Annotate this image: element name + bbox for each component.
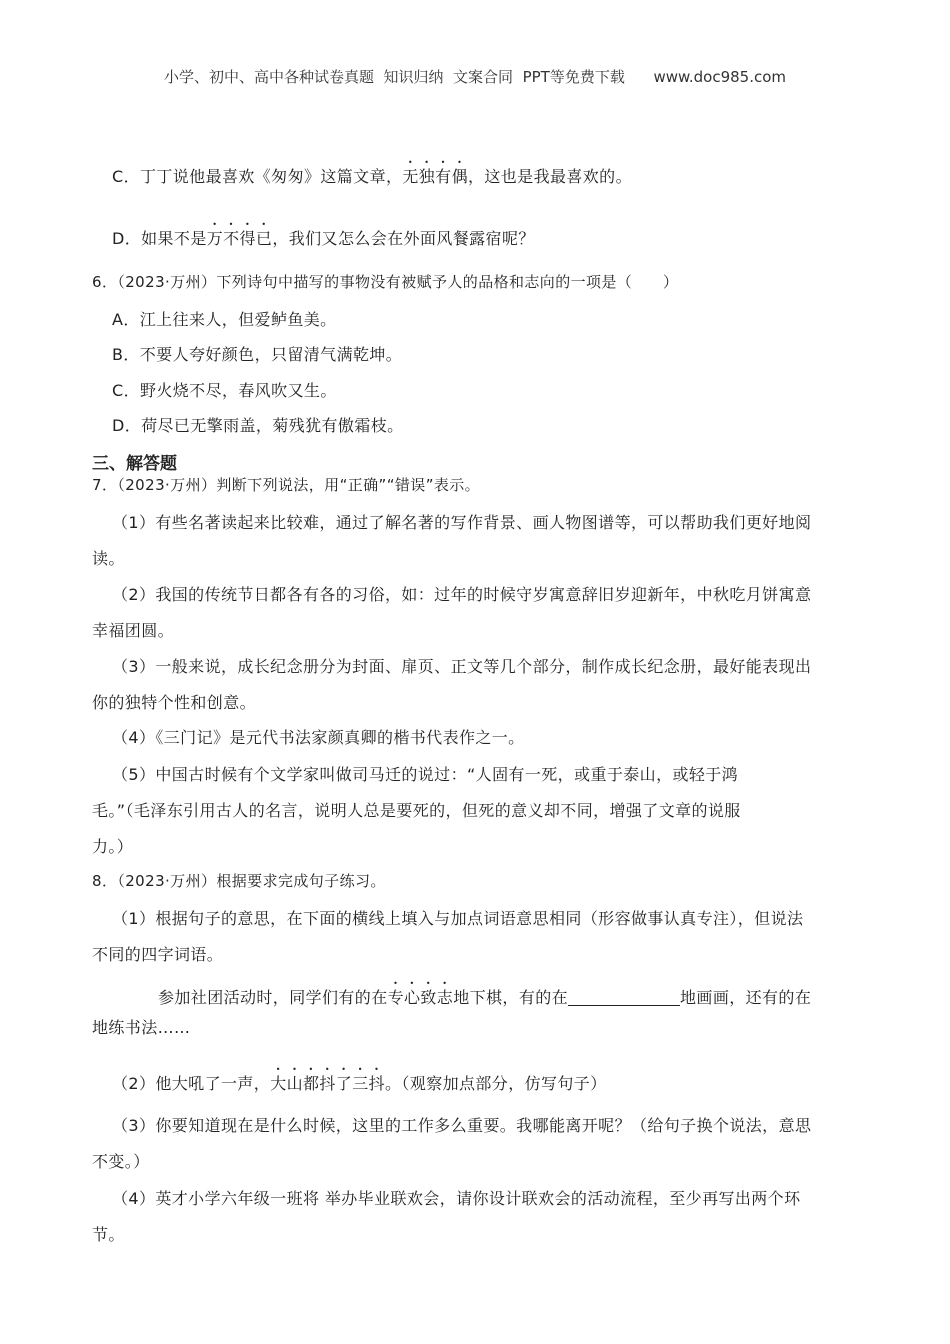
q7-item-5-cont: 毛。”（毛泽东引用古人的名言，说明人总是要死的，但死的意义却不同，增强了文章的说服 (92, 801, 741, 820)
q6-option-b: B．不要人夸好颜色，只留清气满乾坤。 (112, 345, 403, 364)
q8-item-3: （3）你要知道现在是什么时候，这里的工作多么重要。我哪能离开呢？（给句子换个说法，意思 (112, 1116, 812, 1135)
q6-option-d: D．荷尽已无擎雨盖，菊残犹有傲霜枝。 (112, 416, 404, 435)
q7-item-3: （3）一般来说，成长纪念册分为封面、扉页、正文等几个部分，制作成长纪念册，最好能表现出 (112, 657, 812, 676)
q8-item-1: （1）根据句子的意思，在下面的横线上填入与加点词语意思相同（形容做事认真专注），但说法 (112, 909, 804, 928)
q8-sentence (158, 979, 811, 1008)
q5-option-c-dotted: 无独有偶 (402, 167, 468, 186)
q5-option-d-text: D．如果不是 (112, 229, 207, 248)
q8-item-4-cont: 节。 (92, 1225, 125, 1244)
q8-item-2 (112, 1065, 607, 1094)
q7-item-4: （4）《三门记》是元代书法家颜真卿的楷书代表作之一。 (112, 728, 525, 747)
q5-option-d-text-end: ，我们又怎么会在外面风餐露宿呢？ (272, 229, 535, 248)
q8-sentence-cont: 地练书法…… (92, 1018, 191, 1037)
q5-option-d-dotted: 万不得已 (206, 229, 273, 248)
q8-sentence-after: 地画画，还有的在 (680, 988, 812, 1007)
q8-item-4: （4）英才小学六年级一班将 举办毕业联欢会，请你设计联欢会的活动流程，至少再写出两个环 (112, 1189, 801, 1208)
q8-stem: 8．（2023·万州）根据要求完成句子练习。 (92, 872, 386, 890)
q7-item-3-cont: 你的独特个性和创意。 (92, 693, 257, 712)
page-header: 小学、初中、高中各种试卷真题 知识归纳 文案合同 PPT等免费下载 www.doc985.com (163, 68, 787, 86)
q7-item-1: （1）有些名著读起来比较难，通过了解名著的写作背景、画人物图谱等，可以帮助我们更好地阅 (112, 513, 812, 532)
q8-item-2-end: 。（观察加点部分，仿写句子） (385, 1074, 607, 1093)
q6-option-c: C．野火烧不尽，春风吹又生。 (112, 381, 337, 400)
q7-item-1-cont: 读。 (92, 549, 125, 568)
q8-sentence-dotted: 专心致志 (387, 988, 454, 1007)
q8-item-1-cont: 不同的四字词语。 (92, 945, 224, 964)
q6-stem: 6．（2023·万州）下列诗句中描写的事物没有被赋予人的品格和志向的一项是（ ） (92, 273, 679, 291)
q7-item-5: （5）中国古时候有个文学家叫做司马迁的说过：“人固有一死，或重于泰山，或轻于鸿 (112, 765, 739, 784)
answer-blank[interactable] (568, 989, 680, 1006)
q7-stem: 7．（2023·万州）判断下列说法，用“正确”“错误”表示。 (92, 476, 481, 494)
q7-item-5-end: 力。） (92, 837, 134, 856)
q5-option-c-text: C．丁丁说他最喜欢《匆匆》这篇文章， (112, 167, 403, 186)
q8-item-2-start: （2）他大吼了一声， (112, 1074, 271, 1093)
q5-option-c-text-end: ，这也是我最喜欢的。 (467, 167, 632, 186)
q8-sentence-start: 参加社团活动时，同学们有的在 (158, 988, 388, 1007)
section-title: 三、解答题 (92, 454, 177, 474)
q7-item-2: （2）我国的传统节日都各有各的习俗，如：过年的时候守岁寓意辞旧岁迎新年，中秋吃月饼寓意 (112, 585, 812, 604)
q8-item-3-cont: 不变。） (92, 1152, 150, 1171)
q5-option-c (112, 158, 632, 187)
q5-option-d (112, 220, 535, 249)
q6-option-a: A．江上往来人，但爱鲈鱼美。 (112, 310, 337, 329)
q7-item-2-cont: 幸福团圆。 (92, 621, 175, 640)
q8-item-2-dotted: 大山都抖了三抖 (270, 1074, 385, 1093)
q8-sentence-mid: 地下棋，有的在 (453, 988, 569, 1007)
